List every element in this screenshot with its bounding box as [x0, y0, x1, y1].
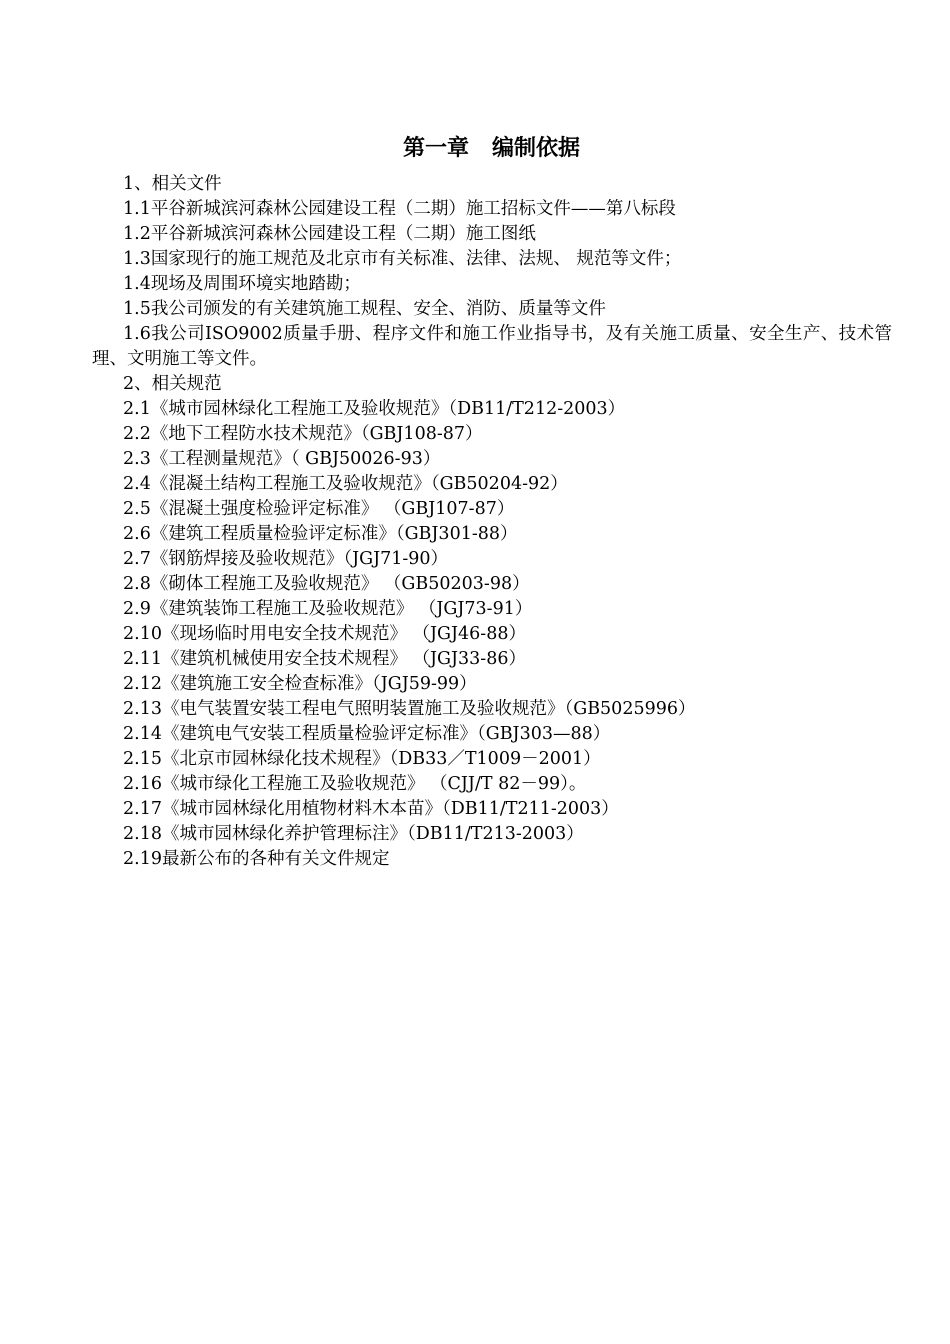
list-item: 2.14《建筑电气安装工程质量检验评定标准》（GBJ303—88） — [123, 724, 611, 744]
list-item: 2.19最新公布的各种有关文件规定 — [123, 849, 390, 869]
list-item: 2.10《现场临时用电安全技术规范》 （JGJ46-88） — [123, 624, 526, 644]
list-item: 1.4现场及周围环境实地踏勘； — [123, 274, 361, 294]
chapter-title: 第一章 编制依据 — [403, 135, 580, 161]
list-item: 2.18《城市园林绿化养护管理标注》（DB11/T213-2003） — [123, 824, 584, 844]
list-item: 1.3国家现行的施工规范及北京市有关标准、法律、法规、 规范等文件； — [123, 249, 682, 269]
list-item: 2.3《工程测量规范》（ GBJ50026-93） — [123, 449, 441, 469]
list-item: 2.2《地下工程防水技术规范》（GBJ108-87） — [123, 424, 483, 444]
list-item: 2.12《建筑施工安全检查标准》（JGJ59-99） — [123, 674, 477, 694]
list-item-paragraph: 1.6我公司ISO9002质量手册、程序文件和施工作业指导书，及有关施工质量、安全生产、技术管理、文明施工等文件。 — [92, 324, 892, 369]
list-item: 1.2平谷新城滨河森林公园建设工程（二期）施工图纸 — [123, 224, 536, 244]
section-heading-related-standards: 2、相关规范 — [123, 374, 222, 394]
list-item: 2.7《钢筋焊接及验收规范》（JGJ71-90） — [123, 549, 449, 569]
list-item: 2.17《城市园林绿化用植物材料木本苗》（DB11/T211-2003） — [123, 799, 619, 819]
list-item: 1.5我公司颁发的有关建筑施工规程、安全、消防、质量等文件 — [123, 299, 606, 319]
list-item: 2.8《砌体工程施工及验收规范》 （GB50203-98） — [123, 574, 530, 594]
section-heading-related-documents: 1、相关文件 — [123, 174, 222, 194]
list-item: 2.11《建筑机械使用安全技术规程》 （JGJ33-86） — [123, 649, 526, 669]
list-item: 1.1平谷新城滨河森林公园建设工程（二期）施工招标文件——第八标段 — [123, 199, 676, 219]
list-item: 2.5《混凝土强度检验评定标准》 （GBJ107-87） — [123, 499, 515, 519]
document-body — [92, 172, 892, 872]
list-item: 2.13《电气装置安装工程电气照明装置施工及验收规范》（GB5025996） — [123, 699, 696, 719]
list-item: 2.4《混凝土结构工程施工及验收规范》（GB50204-92） — [123, 474, 568, 494]
list-item: 2.16《城市绿化工程施工及验收规范》 （CJJ/T 82－99）。 — [123, 774, 587, 794]
list-item: 2.1《城市园林绿化工程施工及验收规范》（DB11/T212-2003） — [123, 399, 626, 419]
list-item: 2.6《建筑工程质量检验评定标准》（GBJ301-88） — [123, 524, 518, 544]
list-item: 2.9《建筑装饰工程施工及验收规范》 （JGJ73-91） — [123, 599, 533, 619]
list-item: 2.15《北京市园林绿化技术规程》（DB33／T1009－2001） — [123, 749, 601, 769]
